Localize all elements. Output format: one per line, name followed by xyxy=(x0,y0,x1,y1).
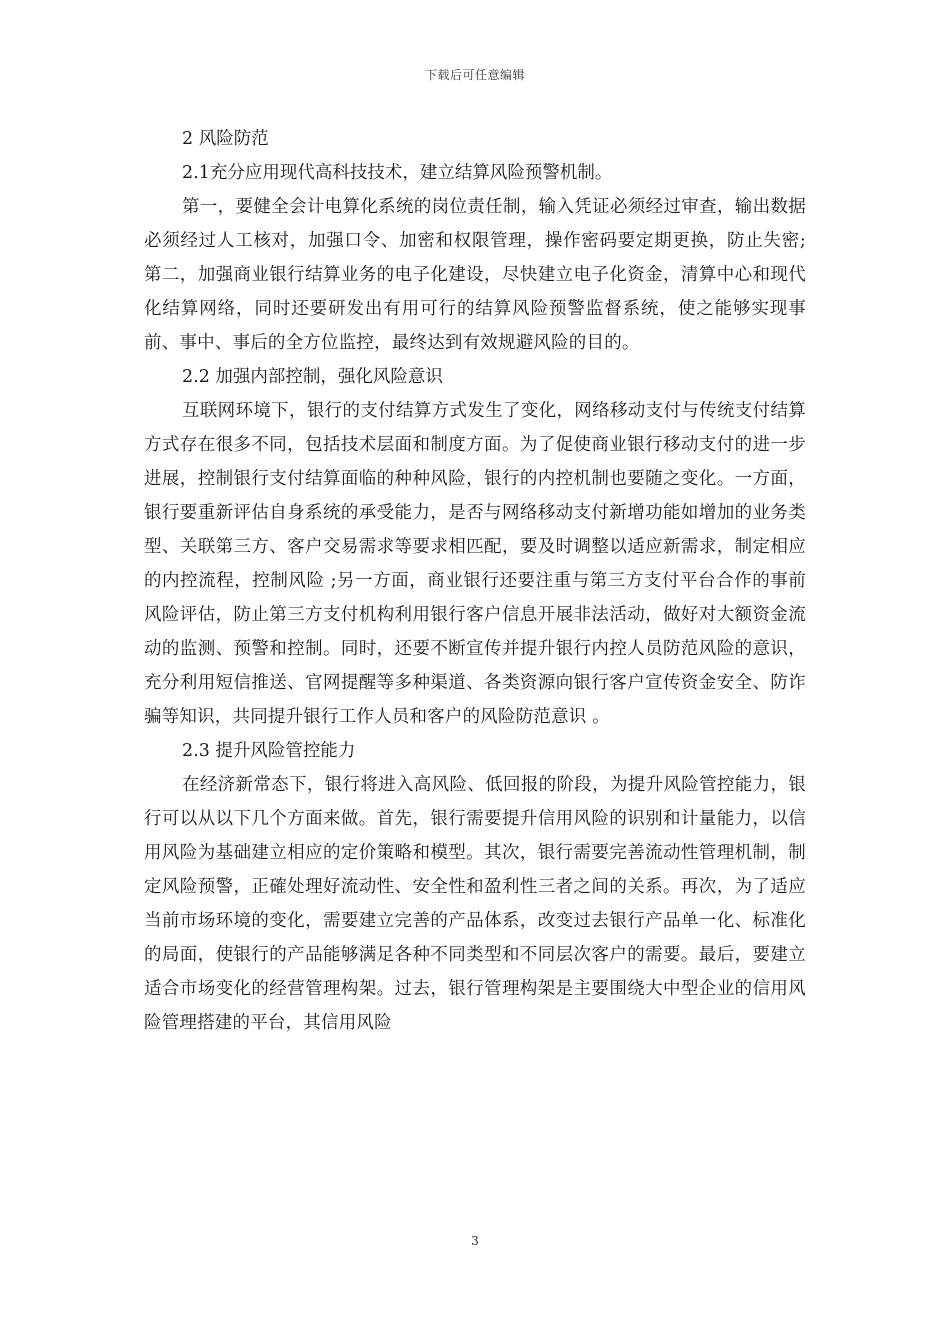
page-header: 下载后可任意编辑 xyxy=(424,68,525,82)
section-2-1-title: 2.1充分应用现代高科技技术，建立结算风险预警机制。 xyxy=(182,163,613,183)
section-2-1-paragraph: 第一，要健全会计电算化系统的岗位责任制，输入凭证必须经过审查，输出数据必须经过人工核对，加强口令、加密和权限管理，操作密码要定期更换，防止失密; 第二，加强商业银行结算业务的电子化建设，尽快建立电子化资金，清算中心和现代化结算网络，同时还要研发出有用可行的结算风险预警监督系统，使之能够实现事前、事中、事后的全方位监控，最终达到有效规避风险的目的。 xyxy=(144,197,806,353)
document-body xyxy=(144,122,806,1040)
page-number: 3 xyxy=(471,1234,479,1248)
section-2-2-title: 2.2 加强内部控制，强化风险意识 xyxy=(182,367,443,387)
section-2-2-paragraph: 互联网环境下，银行的支付结算方式发生了变化，网络移动支付与传统支付结算方式存在很多不同，包括技术层面和制度方面。为了促使商业银行移动支付的进一步进展，控制银行支付结算面临的种种风险，银行的内控机制也要随之变化。一方面，银行要重新评估自身系统的承受能力，是否与网络移动支付新增功能如增加的业务类型、关联第三方、客户交易需求等要求相匹配，要及时调整以适应新需求，制定相应的内控流程，控制风险 ;另一方面，商业银行还要注重与第三方支付平台合作的事前风险评估，防止第三方支付机构利用银行客户信息开展非法活动，做好对大额资金流动的监测、预警和控制。同时，还要不断宣传并提升银行内控人员防范风险的意识，充分利用短信推送、官网提醒等多种渠道、各类资源向银行客户宣传资金安全、防诈骗等知识，共同提升银行工作人员和客户的风险防范意识 。 xyxy=(144,401,806,727)
section-2-title: 2 风险防范 xyxy=(182,129,269,149)
section-2-3-title: 2.3 提升风险管控能力 xyxy=(182,741,356,761)
section-2-3-paragraph: 在经济新常态下，银行将进入高风险、低回报的阶段，为提升风险管控能力，银行可以从以下几个方面来做。首先，银行需要提升信用风险的识别和计量能力，以信用风险为基础建立相应的定价策略和模型。其次，银行需要完善流动性管理机制，制定风险预警，正確处理好流动性、安全性和盈利性三者之间的关系。再次，为了适应当前市场环境的变化，需要建立完善的产品体系，改变过去银行产品单一化、标准化的局面，使银行的产品能够满足各种不同类型和不同层次客户的需要。最后，要建立适合市场变化的经营管理构架。过去，银行管理构架是主要围绕大中型企业的信用风险管理搭建的平台，其信用风险 xyxy=(144,775,806,1033)
